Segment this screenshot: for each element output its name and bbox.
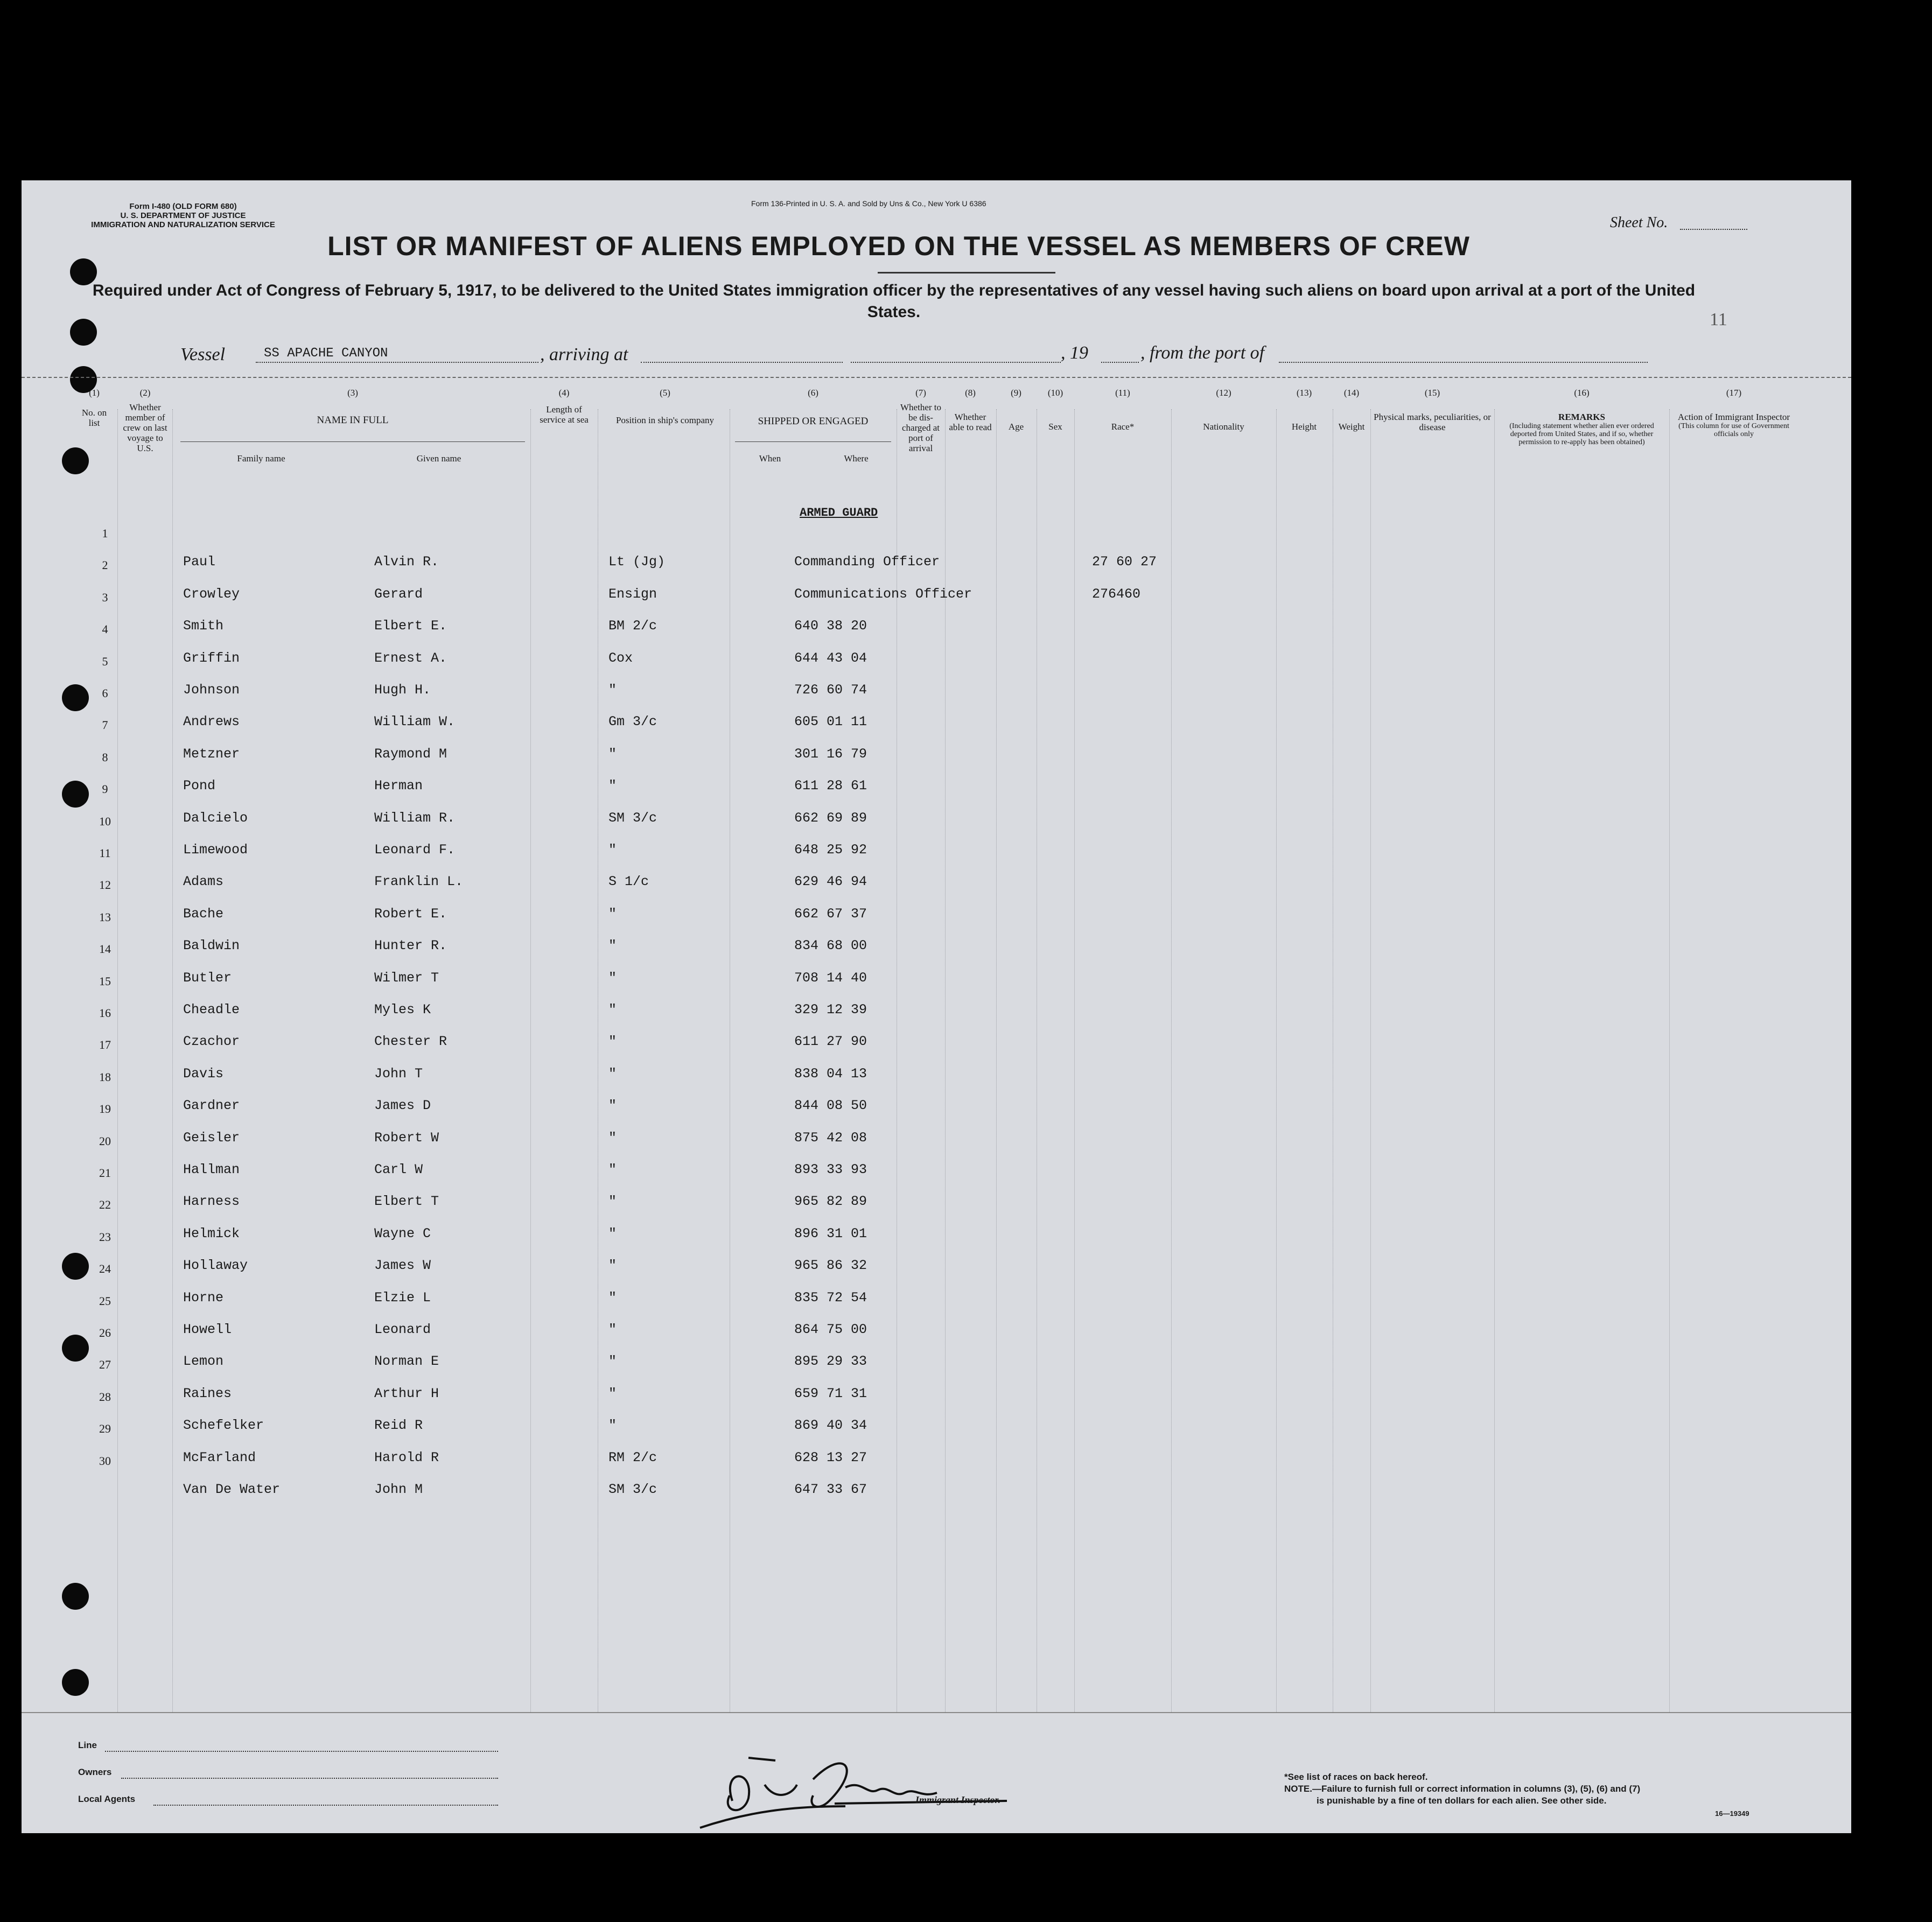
given-name: William W.	[374, 714, 456, 729]
sheet-no-label: Sheet No.	[1610, 214, 1668, 231]
family-name: Metzner	[183, 746, 240, 762]
corner-mark: 11	[1710, 310, 1727, 329]
family-name: Van De Water	[183, 1482, 281, 1497]
owners-field	[121, 1778, 498, 1779]
position: "	[608, 938, 617, 953]
service-number: 893 33 93	[794, 1162, 867, 1177]
service-number: 648 25 92	[794, 842, 867, 858]
form-code: 16—19349	[1715, 1809, 1749, 1818]
service-number: 329 12 39	[794, 1002, 867, 1018]
position: "	[608, 1130, 617, 1146]
position: "	[608, 1034, 617, 1049]
from-port-field	[1279, 362, 1648, 363]
inspector-label: Immigrant Inspector.	[915, 1794, 1001, 1805]
row-number: 10	[99, 815, 111, 828]
position: Ensign	[608, 586, 657, 602]
officer-title: Communications Officer	[794, 586, 972, 602]
given-name: Ernest A.	[374, 650, 447, 666]
position: Cox	[608, 650, 633, 666]
service-number: 662 69 89	[794, 810, 867, 826]
col-6-header: (6) SHIPPED OR ENGAGED	[758, 388, 869, 427]
col-guide	[1494, 409, 1495, 1712]
table-bottom-rule	[22, 1712, 1851, 1713]
service-number: 708 14 40	[794, 970, 867, 986]
given-name: Hunter R.	[374, 938, 447, 953]
family-name: McFarland	[183, 1450, 256, 1465]
col-16-header: (16) REMARKS (Including statement whether alien ever ordered deported from United States, and if so, whether permission to re-apply has been obtained)	[1509, 388, 1654, 446]
service-number: 965 82 89	[794, 1194, 867, 1209]
service-number: 864 75 00	[794, 1322, 867, 1337]
row-number: 27	[99, 1358, 111, 1371]
given-name: Carl W	[374, 1162, 423, 1177]
given-name: Hugh H.	[374, 682, 431, 698]
col-5-header: (5) Position in ship's company	[615, 388, 715, 425]
punch-hole	[62, 1583, 89, 1610]
table-top-rule	[22, 377, 1851, 378]
given-name: Norman E	[374, 1353, 439, 1369]
row-number: 9	[102, 782, 108, 796]
year-field	[1101, 362, 1139, 363]
position: "	[608, 1002, 617, 1018]
col-6-rule	[735, 441, 891, 442]
family-name: Adams	[183, 874, 224, 889]
col-guide	[172, 409, 173, 1712]
position: "	[608, 1194, 617, 1209]
position: "	[608, 1290, 617, 1306]
position: Gm 3/c	[608, 714, 657, 729]
row-number: 29	[99, 1422, 111, 1435]
given-name: Wayne C	[374, 1226, 431, 1241]
year-label: , 19	[1061, 343, 1088, 363]
col-guide	[530, 409, 531, 1712]
row-number: 21	[99, 1166, 111, 1180]
service-number: 611 28 61	[794, 778, 867, 794]
given-name: Leonard	[374, 1322, 431, 1337]
agents-label: Local Agents	[78, 1794, 136, 1804]
inspector-signature	[684, 1736, 1050, 1839]
col-2-header: (2) Whether member of crew on last voyage to U.S.	[123, 388, 167, 453]
row-number: 23	[99, 1230, 111, 1244]
service-number: 659 71 31	[794, 1386, 867, 1401]
when-header: When	[759, 453, 781, 464]
position: "	[608, 1258, 617, 1273]
arriving-field	[641, 362, 843, 363]
col-1-header: (1) No. on list	[81, 388, 107, 428]
family-name: Lemon	[183, 1353, 224, 1369]
position: "	[608, 1322, 617, 1337]
family-name: Helmick	[183, 1226, 240, 1241]
position: "	[608, 1226, 617, 1241]
row-number: 4	[102, 622, 108, 636]
agents-field	[153, 1805, 498, 1806]
title-underline	[878, 272, 1055, 273]
col-14-header: (14) Weight	[1338, 388, 1365, 432]
service-number: 965 86 32	[794, 1258, 867, 1273]
department: U. S. DEPARTMENT OF JUSTICE	[120, 211, 246, 220]
service-number: 605 01 11	[794, 714, 867, 729]
position: BM 2/c	[608, 618, 657, 634]
row-number: 18	[99, 1070, 111, 1084]
printer-line: Form 136-Printed in U. S. A. and Sold by Uns & Co., New York U 6386	[751, 199, 986, 208]
family-name: Griffin	[183, 650, 240, 666]
col-3-rule	[180, 441, 525, 442]
col-guide	[1074, 409, 1075, 1712]
position: "	[608, 970, 617, 986]
given-name: Franklin L.	[374, 874, 464, 889]
given-name: William R.	[374, 810, 456, 826]
row-number: 11	[99, 846, 111, 860]
row-number: 15	[99, 974, 111, 988]
position: "	[608, 746, 617, 762]
service-number: 835 72 54	[794, 1290, 867, 1306]
row-number: 6	[102, 686, 108, 700]
note-fine: is punishable by a fine of ten dollars for each alien. See other side.	[1317, 1795, 1607, 1806]
family-name: Paul	[183, 554, 216, 570]
position: "	[608, 842, 617, 858]
family-name: Cheadle	[183, 1002, 240, 1018]
row-number: 13	[99, 910, 111, 924]
family-name: Butler	[183, 970, 232, 986]
row-number: 14	[99, 942, 111, 956]
family-name: Smith	[183, 618, 224, 634]
service-number: 844 08 50	[794, 1098, 867, 1113]
given-name: Wilmer T	[374, 970, 439, 986]
punch-hole	[62, 1669, 89, 1696]
position: "	[608, 1162, 617, 1177]
family-name: Baldwin	[183, 938, 240, 953]
col-guide	[1370, 409, 1371, 1712]
service-number: 640 38 20	[794, 618, 867, 634]
col-7-header: (7) Whether to be dis-charged at port of arrival	[900, 388, 941, 453]
row-number: 30	[99, 1454, 111, 1468]
date-field	[851, 362, 1061, 363]
family-name: Schefelker	[183, 1418, 264, 1433]
family-name: Harness	[183, 1194, 240, 1209]
punch-hole	[62, 1253, 89, 1280]
family-name: Horne	[183, 1290, 224, 1306]
row-number: 26	[99, 1326, 111, 1339]
service-number: 895 29 33	[794, 1353, 867, 1369]
given-name: Raymond M	[374, 746, 447, 762]
service-number: 875 42 08	[794, 1130, 867, 1146]
col-15-header: (15) Physical marks, peculiarities, or disease	[1374, 388, 1491, 432]
race-value: 27 60 27	[1092, 554, 1157, 570]
note-failure: NOTE.—Failure to furnish full or correct information in columns (3), (5), (6) and (7)	[1284, 1784, 1641, 1794]
row-number: 17	[99, 1038, 111, 1051]
position: Lt (Jg)	[608, 554, 666, 570]
service-number: 301 16 79	[794, 746, 867, 762]
row-number: 12	[99, 878, 111, 892]
family-name: Dalcielo	[183, 810, 248, 826]
given-name: Elzie L	[374, 1290, 431, 1306]
given-name: John M	[374, 1482, 423, 1497]
vessel-label: Vessel	[180, 345, 226, 364]
punch-hole	[62, 1335, 89, 1362]
position: "	[608, 1353, 617, 1369]
given-name: Leonard F.	[374, 842, 456, 858]
form-subtitle: Required under Act of Congress of February 5, 1917, to be delivered to the United States immigration officer by the representatives of any vessel having such aliens on board upon arrival at a port of the United States.	[92, 282, 1696, 321]
row-number: 19	[99, 1102, 111, 1116]
col-8-header: (8) Whether able to read	[949, 388, 992, 432]
race-value: 276460	[1092, 586, 1141, 602]
given-name: Alvin R.	[374, 554, 439, 570]
family-name: Geisler	[183, 1130, 240, 1146]
family-name-header: Family name	[237, 453, 285, 464]
family-name: Hallman	[183, 1162, 240, 1177]
col-guide	[1276, 409, 1277, 1712]
row-number: 25	[99, 1294, 111, 1308]
form-id: Form I-480 (OLD FORM 680)	[129, 202, 237, 211]
family-name: Hollaway	[183, 1258, 248, 1273]
row-number: 28	[99, 1390, 111, 1404]
service-number: 726 60 74	[794, 682, 867, 698]
row-number: 8	[102, 750, 108, 764]
position: "	[608, 1098, 617, 1113]
where-header: Where	[844, 453, 869, 464]
arriving-label: , arriving at	[540, 345, 628, 364]
punch-hole	[62, 781, 89, 808]
position: "	[608, 1418, 617, 1433]
row-number: 22	[99, 1198, 111, 1211]
punch-hole	[62, 447, 89, 474]
service-number: 611 27 90	[794, 1034, 867, 1049]
given-name: James W	[374, 1258, 431, 1273]
service-number: 869 40 34	[794, 1418, 867, 1433]
sheet-no-field	[1680, 229, 1747, 230]
position: "	[608, 1066, 617, 1082]
position: "	[608, 778, 617, 794]
vessel-field	[256, 362, 538, 363]
row-number: 1	[102, 527, 108, 540]
family-name: Gardner	[183, 1098, 240, 1113]
col-guide	[1669, 409, 1670, 1712]
col-9-header: (9) Age	[1008, 388, 1024, 432]
position: S 1/c	[608, 874, 649, 889]
service-number: 644 43 04	[794, 650, 867, 666]
family-name: Andrews	[183, 714, 240, 729]
row-number: 24	[99, 1262, 111, 1275]
form-id-block	[75, 202, 291, 229]
given-name: Arthur H	[374, 1386, 439, 1401]
row-number: 2	[102, 558, 108, 572]
line-field	[105, 1751, 498, 1752]
form-title: LIST OR MANIFEST OF ALIENS EMPLOYED ON THE VESSEL AS MEMBERS OF CREW	[327, 231, 1470, 261]
service-number: 838 04 13	[794, 1066, 867, 1082]
col-12-header: (12) Nationality	[1203, 388, 1244, 432]
given-name: Robert E.	[374, 906, 447, 922]
col-4-header: (4) Length of service at sea	[540, 388, 589, 425]
family-name: Raines	[183, 1386, 232, 1401]
position: "	[608, 906, 617, 922]
col-17-header: (17) Action of Immigrant Inspector (This column for use of Government officials only	[1677, 388, 1790, 438]
given-name: James D	[374, 1098, 431, 1113]
position: "	[608, 682, 617, 698]
col-guide	[945, 409, 946, 1712]
given-name: Elbert E.	[374, 618, 447, 634]
given-name: Robert W	[374, 1130, 439, 1146]
row-number: 7	[102, 718, 108, 732]
service-number: 628 13 27	[794, 1450, 867, 1465]
position: "	[608, 1386, 617, 1401]
family-name: Crowley	[183, 586, 240, 602]
family-name: Limewood	[183, 842, 248, 858]
given-name: Myles K	[374, 1002, 431, 1018]
position: RM 2/c	[608, 1450, 657, 1465]
given-name: Herman	[374, 778, 423, 794]
given-name: Elbert T	[374, 1194, 439, 1209]
vessel-name: SS APACHE CANYON	[264, 346, 388, 361]
col-guide	[1171, 409, 1172, 1712]
family-name: Howell	[183, 1322, 232, 1337]
col-guide	[996, 409, 997, 1712]
row-number: 5	[102, 655, 108, 668]
service-number: 629 46 94	[794, 874, 867, 889]
service-number: 662 67 37	[794, 906, 867, 922]
family-name: Czachor	[183, 1034, 240, 1049]
given-name: Harold R	[374, 1450, 439, 1465]
given-name: Reid R	[374, 1418, 423, 1433]
from-port-label: , from the port of	[1140, 343, 1265, 363]
service-number: 834 68 00	[794, 938, 867, 953]
given-name: Gerard	[374, 586, 423, 602]
service-number: 647 33 67	[794, 1482, 867, 1497]
section-heading: ARMED GUARD	[800, 506, 878, 520]
service: IMMIGRATION AND NATURALIZATION SERVICE	[91, 220, 275, 229]
family-name: Johnson	[183, 682, 240, 698]
given-name: Chester R	[374, 1034, 447, 1049]
row-number: 16	[99, 1006, 111, 1020]
family-name: Pond	[183, 778, 216, 794]
owners-label: Owners	[78, 1767, 112, 1777]
row-number: 3	[102, 591, 108, 604]
position: SM 3/c	[608, 810, 657, 826]
footer-notes	[1284, 1771, 1640, 1807]
position: SM 3/c	[608, 1482, 657, 1497]
service-number: 896 31 01	[794, 1226, 867, 1241]
family-name: Bache	[183, 906, 224, 922]
note-races: *See list of races on back hereof.	[1284, 1772, 1428, 1782]
given-name: John T	[374, 1066, 423, 1082]
col-3-header: (3) NAME IN FULL	[317, 388, 389, 426]
col-guide	[117, 409, 118, 1712]
punch-hole	[62, 684, 89, 711]
line-label: Line	[78, 1740, 97, 1750]
col-13-header: (13) Height	[1291, 388, 1317, 432]
col-11-header: (11) Race*	[1111, 388, 1135, 432]
col-10-header: (10) Sex	[1047, 388, 1063, 432]
officer-title: Commanding Officer	[794, 554, 940, 570]
row-number: 20	[99, 1134, 111, 1148]
given-name-header: Given name	[416, 453, 461, 464]
family-name: Davis	[183, 1066, 224, 1082]
